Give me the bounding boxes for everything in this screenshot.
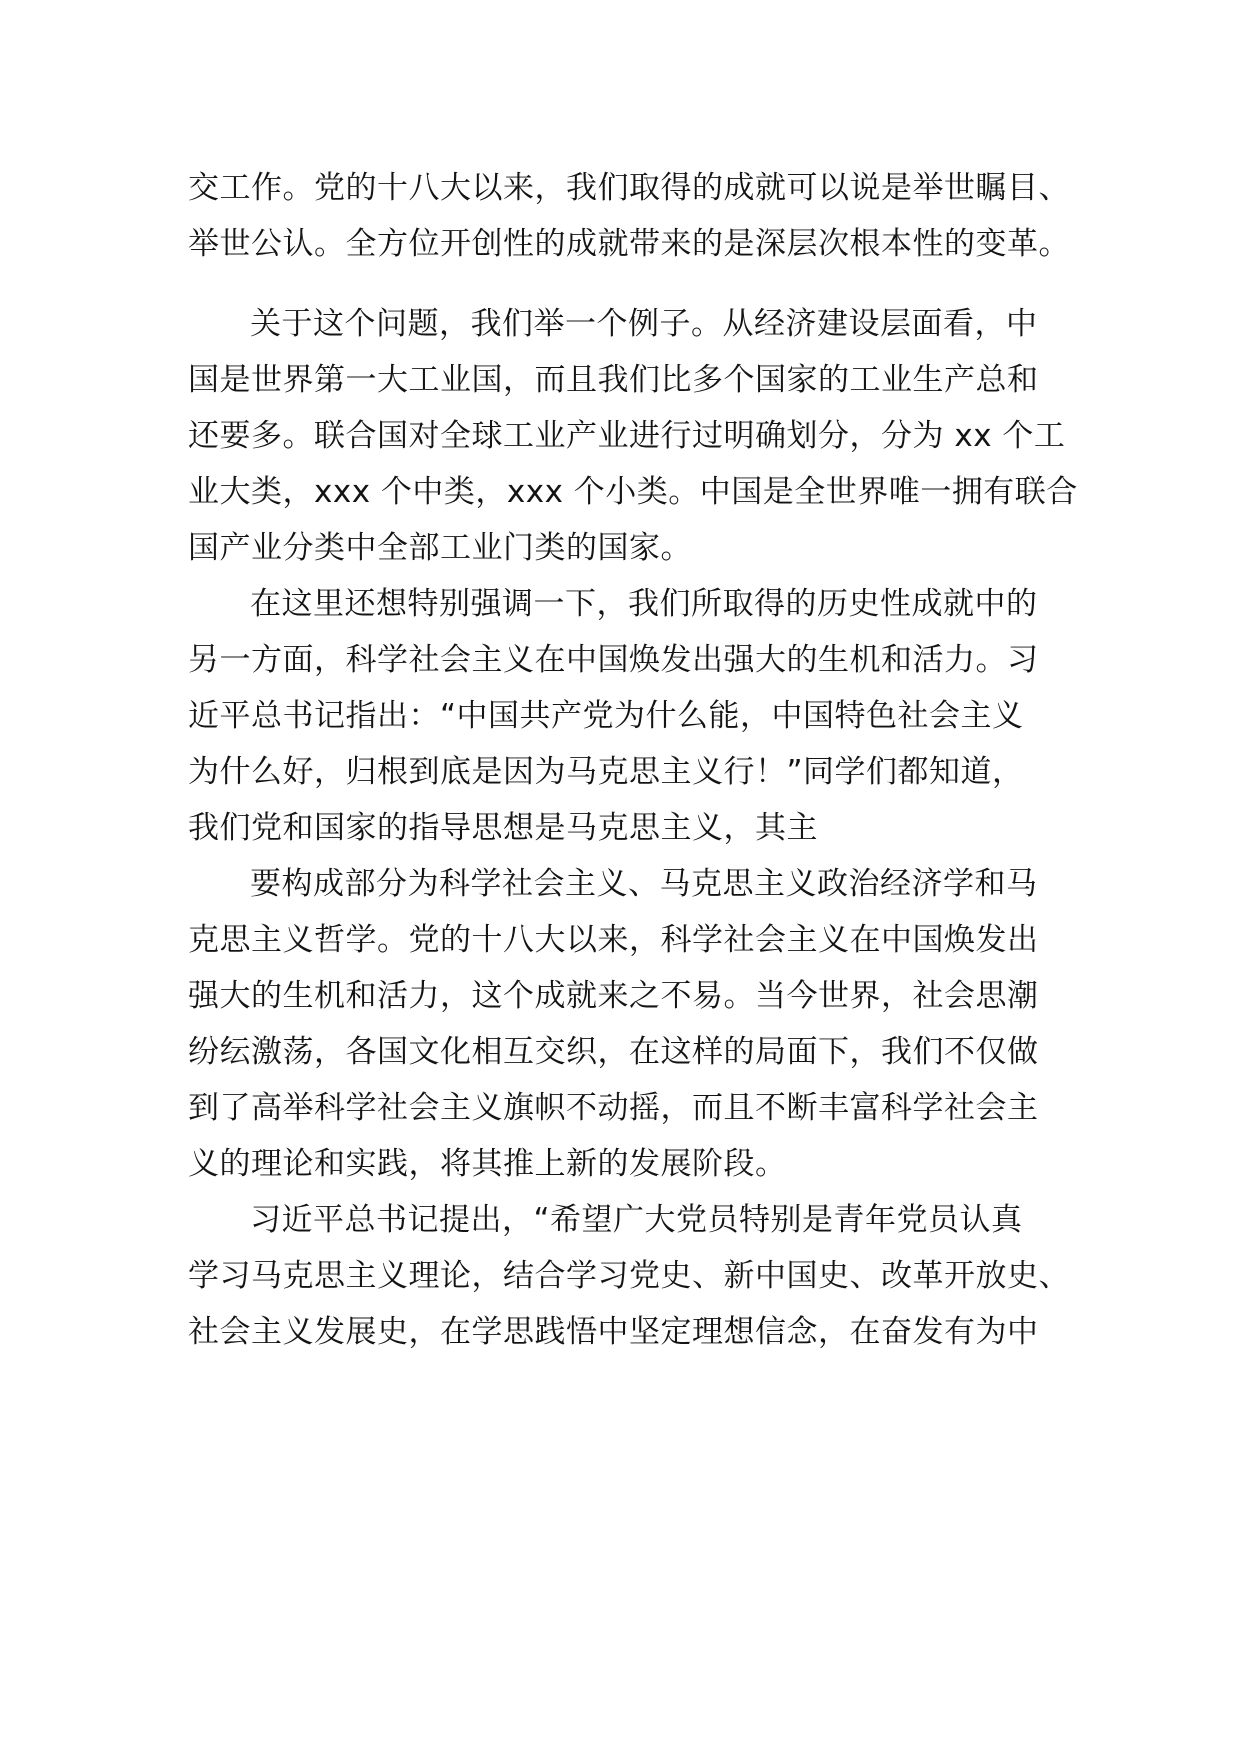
text-line: 还要多。联合国对全球工业产业进行过明确划分，分为 xx 个工 (188, 418, 1066, 454)
text-line: 交工作。党的十八大以来，我们取得的成就可以说是举世瞩目、 (188, 170, 1070, 206)
paragraph-first-line: 习近平总书记提出，“希望广大党员特别是青年党员认真 (250, 1202, 1023, 1238)
text-line: 业大类，xxx 个中类，xxx 个小类。中国是全世界唯一拥有联合 (188, 474, 1078, 510)
text-line: 国是世界第一大工业国，而且我们比多个国家的工业生产总和 (188, 362, 1039, 398)
text-line: 克思主义哲学。党的十八大以来，科学社会主义在中国焕发出 (188, 922, 1039, 958)
text-line: 近平总书记指出：“中国共产党为什么能，中国特色社会主义 (188, 698, 1024, 734)
paragraph-first-line: 关于这个问题，我们举一个例子。从经济建设层面看，中 (250, 306, 1038, 342)
text-line: 强大的生机和活力，这个成就来之不易。当今世界，社会思潮 (188, 978, 1039, 1014)
text-line: 国产业分类中全部工业门类的国家。 (188, 530, 692, 566)
text-line: 社会主义发展史，在学思践悟中坚定理想信念，在奋发有为中 (188, 1314, 1039, 1350)
text-line: 到了高举科学社会主义旗帜不动摇，而且不断丰富科学社会主 (188, 1090, 1039, 1126)
text-line: 学习马克思主义理论，结合学习党史、新中国史、改革开放史、 (188, 1258, 1070, 1294)
text-line: 举世公认。全方位开创性的成就带来的是深层次根本性的变革。 (188, 226, 1070, 262)
paragraph-first-line: 在这里还想特别强调一下，我们所取得的历史性成就中的 (250, 586, 1038, 622)
text-line: 义的理论和实践，将其推上新的发展阶段。 (188, 1146, 787, 1182)
text-line: 纷纭激荡，各国文化相互交织，在这样的局面下，我们不仅做 (188, 1034, 1039, 1070)
text-line: 另一方面，科学社会主义在中国焕发出强大的生机和活力。习 (188, 642, 1039, 678)
paragraph-first-line: 要构成部分为科学社会主义、马克思主义政治经济学和马 (250, 866, 1038, 902)
text-line: 我们党和国家的指导思想是马克思主义，其主 (188, 810, 818, 846)
text-line: 为什么好，归根到底是因为马克思主义行！”同学们都知道， (188, 754, 1024, 790)
